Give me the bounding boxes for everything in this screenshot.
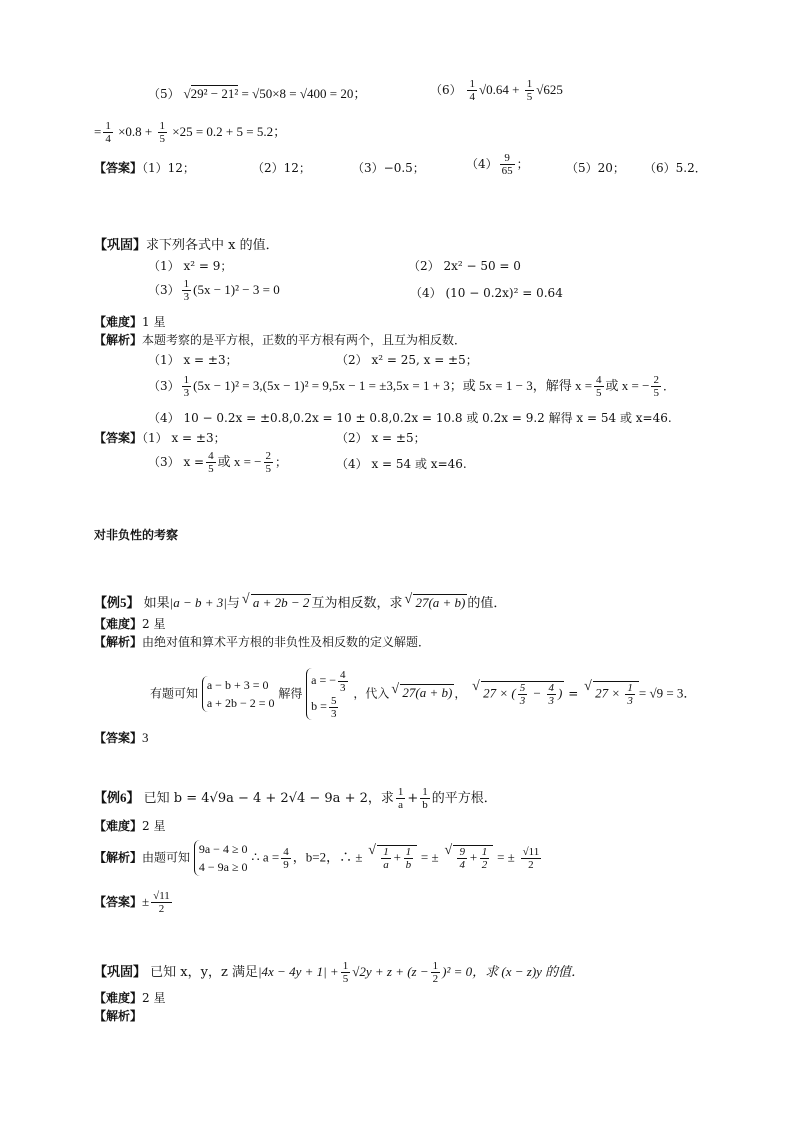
consolidate-1-p3: （3） $\frac{1}{3}$ (5x − 1)² − 3 = 0 (148, 278, 280, 303)
answer-4: （4） $\frac{9}{65}$ ； (466, 152, 529, 177)
solution-2: （2） x² = 25, x = ±5； (336, 353, 478, 367)
answer-block-2: （2） x = ±5； (336, 431, 426, 445)
example-6: 【例6】 已知 b = 4√9a − 4 + 2√4 − 9a + 2，求 $\frac{1}{a}$ + $\frac{1}{b}$ 的平方根． (94, 786, 497, 811)
solution-3: （3） $\frac{1}{3}$ (5x − 1)² = 3,(5x − 1)² = 9,5x − 1 = ±3,5x = 1 + 3；或 5x = 1 − 3，解得 x = $\frac{4}{5}$ 或 x = − $\frac{2}{5}$ ． (148, 374, 675, 399)
answer-line: 【答案】（1）12； (94, 161, 195, 175)
answer-6-line: 【答案】± $\frac{√11}{2}$ (94, 890, 170, 915)
consolidate-1-p2: （2） 2x² − 50 = 0 (408, 259, 521, 273)
problem-6: （6） $\frac{1}{4}$ √0.64 + $\frac{1}{5}$ √625 (430, 78, 563, 103)
analysis-1: 【解析】本题考察的是平方根，正数的平方根有两个，且互为相反数． (94, 333, 467, 347)
analysis-6: 【解析】由题可知 9a − 4 ≥ 0 4 − 9a ≥ 0 ∴ a = $\frac{4}{9}$ ，b=2，∴ ± √ $\frac{1}{a}$ + $\frac{1}{b}$ = ± √ $\frac{9}{4}$ + $\frac{1}{2}$ = ± $\frac{√11}{2}$ (94, 840, 543, 876)
answer-5: （5）20； (566, 161, 625, 175)
answer-block-4: （4） x = 54 或 x=46. (336, 457, 467, 471)
answer-block-3: （3） x = $\frac{4}{5}$ 或 x = − $\frac{2}{5}$ ； (148, 450, 288, 475)
consolidate-2: 【巩固】 已知 x，y，z 满足|4x − 4y + 1| + $\frac{1}{5}$ √2y + z + (z − $\frac{1}{2}$ )² = 0，求 (x − z)y 的值． (94, 960, 585, 985)
answer-block-1: 【答案】（1） x = ±3； (94, 431, 226, 445)
analysis-g2: 【解析】 (94, 1009, 143, 1023)
answer-3: （3）−0.5； (352, 161, 425, 175)
consolidate-1-p4: （4） (10 − 0.2x)² = 0.64 (410, 286, 563, 300)
section-title: 对非负性的考察 (94, 528, 179, 542)
consolidate-1-title: 【巩固】求下列各式中 x 的值． (94, 237, 279, 253)
answer-5-line: 【答案】3 (94, 730, 149, 745)
difficulty-1: 【难度】1 星 (94, 315, 166, 329)
example-5-solution: 有题可知 a − b + 3 = 0 a + 2b − 2 = 0 解得 a = − $\frac{4}{3}$ b = $\frac{5}{3}$ ，代入√ 27(a + b) ， √ 27 × ( $\frac{5}{3}$ − $\frac{4}{3}$ ) = √ 27 × $\frac{1}{3}$ = √9 = 3． (150, 668, 696, 720)
analysis-5: 【解析】由绝对值和算术平方根的非负性及相反数的定义解题． (94, 635, 431, 649)
problem-5: （5） √29² − 21² = √50×8 = √400 = 20； (148, 86, 367, 101)
difficulty-6: 【难度】2 星 (94, 819, 166, 833)
example-5: 【例5】 如果|a − b + 3|与√ a + 2b − 2 互为相反数，求√ 27(a + b) 的值． (94, 594, 506, 612)
answer-6: （6）5.2． (644, 161, 707, 175)
solution-4: （4） 10 − 0.2x = ±0.8,0.2x = 10 ± 0.8,0.2x = 10.8 或 0.2x = 9.2 解得 x = 54 或 x=46. (148, 411, 672, 425)
difficulty-g2: 【难度】2 星 (94, 991, 166, 1005)
answer-2: （2）12； (252, 161, 311, 175)
difficulty-5: 【难度】2 星 (94, 617, 166, 631)
problem-6-continued: = $\frac{1}{4}$ ×0.8 + $\frac{1}{5}$ ×25 = 0.2 + 5 = 5.2； (94, 120, 287, 145)
consolidate-1-p1: （1） x² = 9； (148, 259, 233, 273)
solution-1: （1） x = ±3； (148, 353, 238, 367)
